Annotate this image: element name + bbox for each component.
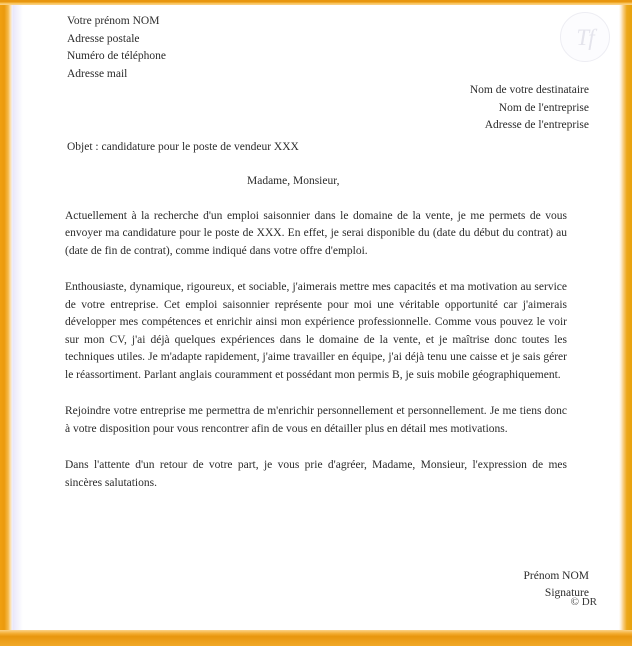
copyright-credit: © DR: [570, 596, 597, 609]
body-paragraph: Rejoindre votre entreprise me permettra de m'enrichir personnellement et personnellement. Je me tiens donc à votre disposition pour vous rencontrer afin de vous en détailler plus en détail mes motivations.: [65, 405, 567, 435]
watermark-label: Tf: [576, 24, 594, 50]
sender-address-block: [67, 15, 166, 85]
recipient-address-block: [470, 84, 589, 137]
watermark-logo-icon: [560, 12, 610, 62]
recipient-line: Nom de l'entreprise: [498, 101, 589, 114]
signature-label: Signature: [544, 587, 589, 600]
body-paragraph: Dans l'attente d'un retour de votre part, je vous prie d'agréer, Madame, Monsieur, l'expression de mes sincères salutations.: [65, 459, 567, 489]
sender-line: Adresse postale: [67, 32, 140, 45]
salutation-line: Madame, Monsieur,: [247, 175, 340, 187]
letter-page: [23, 5, 619, 630]
body-paragraph: Enthousiaste, dynamique, rigoureux, et sociable, j'aimerais mettre mes capacités et ma motivation au service de votre entreprise. Cet emploi saisonnier représente pour moi une véritable opportunité car j'aimerais développer mes compétences et enrichir ainsi mon expérience professionnelle. Comme vous pouvez le voir sur mon CV, j'ai déjà quelques expériences dans le domaine de la vente, et je maîtrise donc toutes les techniques utiles. Je m'adapte rapidement, j'aime travailler en équipe, j'ai déjà tenu une caisse et je sais gérer le réassortiment. Parlant anglais couramment et possédant mon permis B, je suis mobile géographiquement.: [65, 281, 567, 381]
sender-line: Votre prénom NOM: [67, 15, 160, 27]
sender-line: Adresse mail: [67, 67, 128, 80]
border-bottom: [0, 630, 632, 646]
sender-line: Numéro de téléphone: [67, 50, 166, 63]
signature-name: Prénom NOM: [523, 570, 589, 582]
recipient-line: Adresse de l'entreprise: [484, 119, 589, 132]
border-left-inner: [14, 0, 23, 646]
body-paragraph: Actuellement à la recherche d'un emploi saisonnier dans le domaine de la vente, je me permets de vous envoyer ma candidature pour le poste de XXX. En effet, je serai disponible du (date du début du contrat) au (date de fin de contrat), comme indiqué dans votre offre d'emploi.: [65, 210, 567, 257]
subject-line: Objet : candidature pour le poste de vendeur XXX: [67, 141, 299, 153]
border-left: [0, 0, 14, 646]
border-right: [619, 0, 632, 646]
letter-body: [65, 208, 567, 492]
recipient-line: Nom de votre destinataire: [469, 84, 589, 96]
